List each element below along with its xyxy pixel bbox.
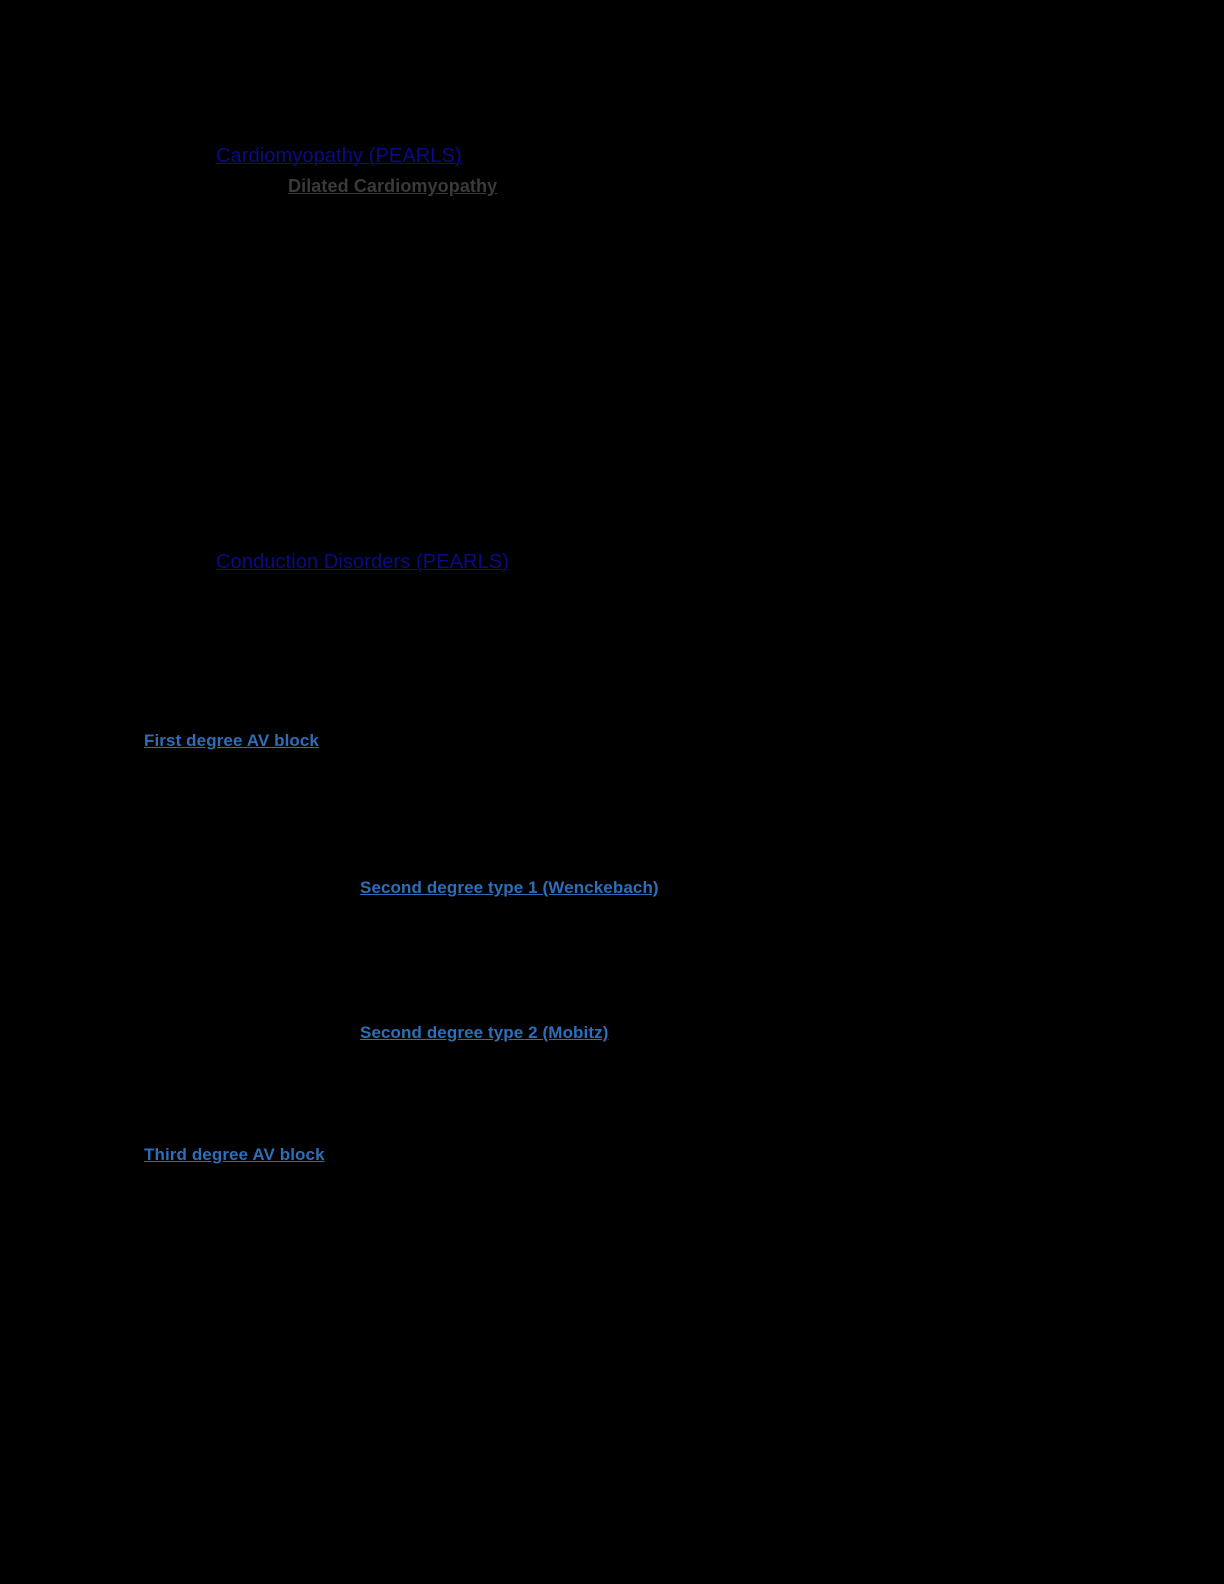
cardiomyopathy-pearls-link[interactable]: Cardiomyopathy (PEARLS) <box>216 145 462 167</box>
second-degree-type1-link[interactable]: Second degree type 1 (Wenckebach) <box>360 878 659 897</box>
dilated-cardiomyopathy-link[interactable]: Dilated Cardiomyopathy <box>288 176 498 196</box>
first-degree-av-block-link[interactable]: First degree AV block <box>144 731 319 750</box>
third-degree-av-block-link[interactable]: Third degree AV block <box>144 1145 325 1164</box>
second-degree-type2-link[interactable]: Second degree type 2 (Mobitz) <box>360 1023 609 1042</box>
conduction-disorders-pearls-link[interactable]: Conduction Disorders (PEARLS) <box>216 551 510 573</box>
